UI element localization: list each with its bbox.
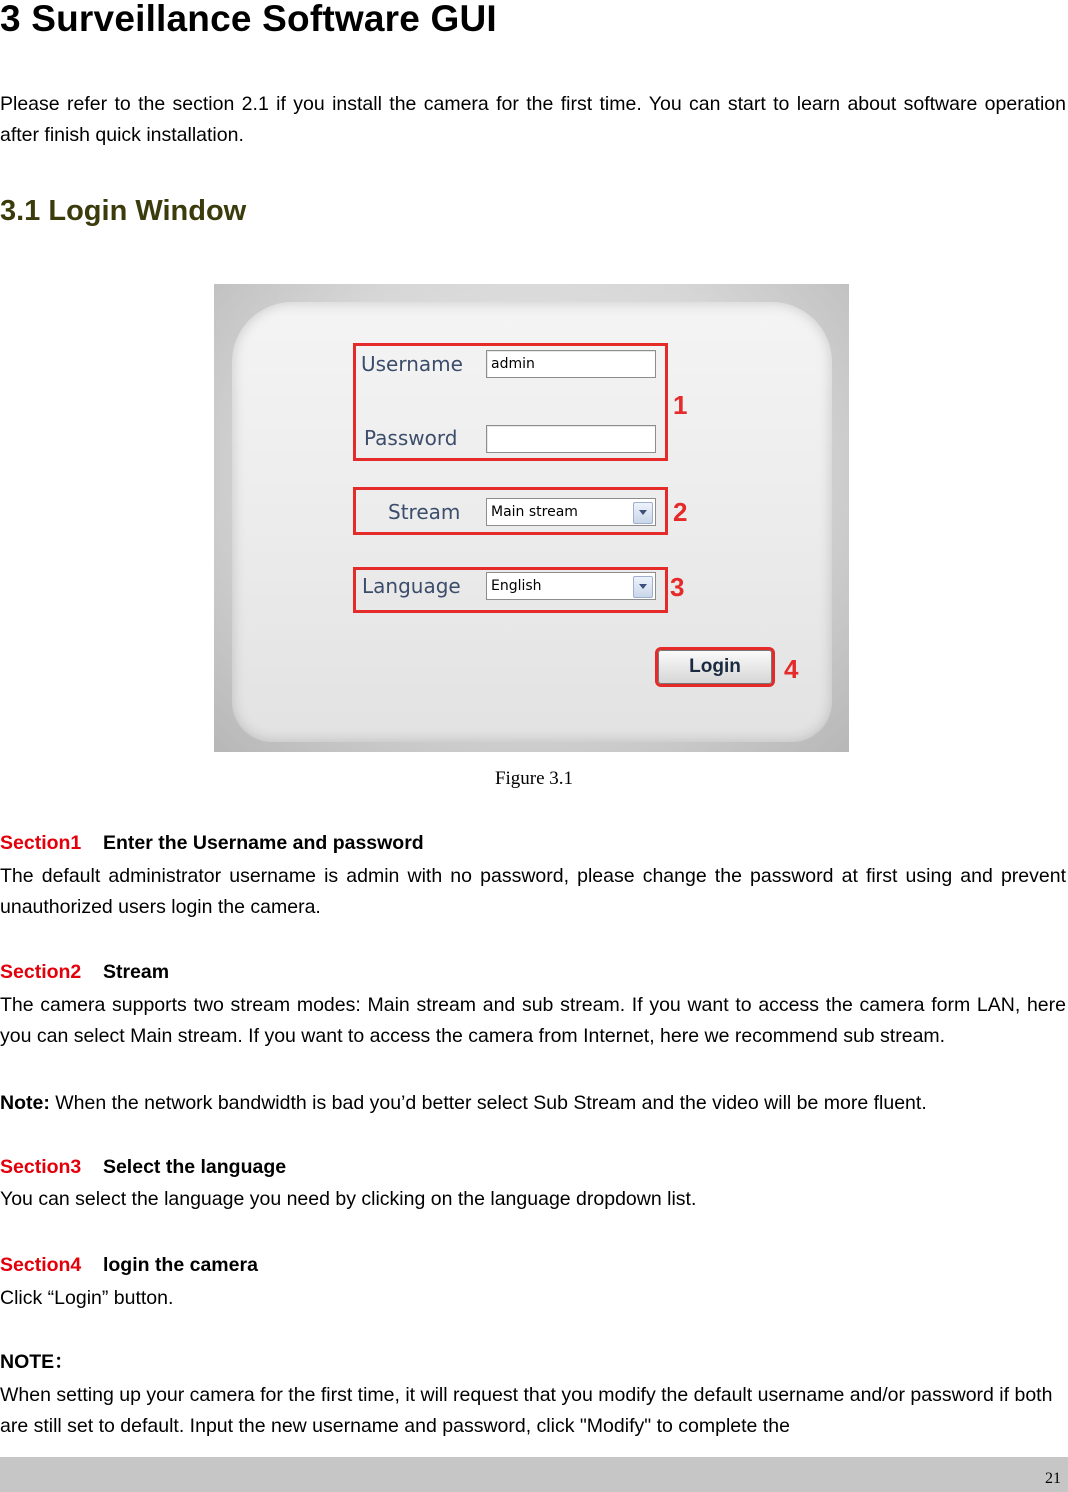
section1-body: The default administrator username is admin with no password, please change the password at first using and prevent unauthorized users login the camera. xyxy=(0,865,1066,918)
language-label: Language xyxy=(362,574,461,598)
section2-title: Stream xyxy=(102,961,170,983)
section4-label: Section4 xyxy=(0,1254,82,1276)
username-label: Username xyxy=(361,352,463,376)
marker-number-1: 1 xyxy=(673,390,688,420)
marker-number-2: 2 xyxy=(673,497,688,527)
note-heading: NOTE： xyxy=(0,1351,74,1373)
section4-body: Click “Login” button. xyxy=(0,1287,174,1309)
chevron-down-icon[interactable] xyxy=(633,502,653,524)
section1-title: Enter the Username and password xyxy=(102,832,424,854)
page-footer xyxy=(0,1457,1068,1492)
note-text: When the network bandwidth is bad you’d better select Sub Stream and the video will be more fluent. xyxy=(49,1092,927,1114)
chevron-down-icon[interactable] xyxy=(633,576,653,598)
section2-note xyxy=(0,1088,927,1119)
section1-heading xyxy=(0,828,424,859)
section-heading: 3.1 Login Window xyxy=(0,195,247,227)
stream-label: Stream xyxy=(388,500,461,524)
login-window-figure xyxy=(214,284,849,752)
marker-number-3: 3 xyxy=(670,572,685,602)
marker-number-4: 4 xyxy=(784,654,799,684)
note-body: When setting up your camera for the first time, it will request that you modify the default username and/or password if both are still set to default. Input the new username and password, click "Modify" to complete the xyxy=(0,1384,1053,1437)
language-select-value: English xyxy=(491,578,542,594)
password-input[interactable] xyxy=(486,425,656,453)
section1-label: Section1 xyxy=(0,832,82,854)
section4-title: login the camera xyxy=(102,1254,258,1276)
intro-paragraph: Please refer to the section 2.1 if you install the camera for the first time. You can start to learn about software operation after finish quick installation. xyxy=(0,93,1066,146)
section3-label: Section3 xyxy=(0,1156,82,1178)
username-input[interactable]: admin xyxy=(486,350,656,378)
stream-select[interactable] xyxy=(486,498,656,526)
language-select[interactable] xyxy=(486,572,656,600)
section3-body: You can select the language you need by clicking on the language dropdown list. xyxy=(0,1188,697,1210)
login-button[interactable]: Login xyxy=(658,650,772,684)
section2-heading xyxy=(0,957,169,988)
note-label: Note: xyxy=(0,1092,50,1114)
section4-heading xyxy=(0,1250,258,1281)
page-number: 21 xyxy=(1045,1470,1061,1487)
password-label: Password xyxy=(364,426,458,450)
section3-heading xyxy=(0,1152,286,1183)
section2-label: Section2 xyxy=(0,961,82,983)
section3-title: Select the language xyxy=(102,1156,287,1178)
stream-select-value: Main stream xyxy=(491,504,578,520)
page-title: 3 Surveillance Software GUI xyxy=(0,0,497,39)
section2-body: The camera supports two stream modes: Main stream and sub stream. If you want to access the camera form LAN, here you can select Main stream. If you want to access the camera from Internet, here we recommend sub stream. xyxy=(0,994,1066,1047)
figure-caption: Figure 3.1 xyxy=(494,768,574,789)
